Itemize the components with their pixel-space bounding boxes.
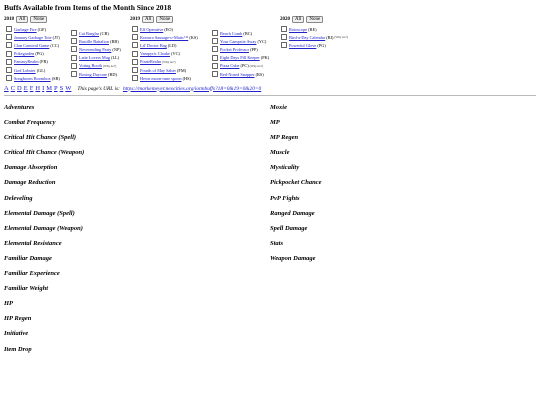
item-code: (VC) [171, 51, 180, 57]
item-link[interactable]: Hewn moon-rune spoon [140, 75, 182, 81]
item-checkbox[interactable] [71, 46, 77, 52]
item-checkbox[interactable] [6, 67, 12, 73]
item-row[interactable] [132, 33, 198, 41]
modifier-heading: Mysticality [270, 164, 300, 172]
item-row[interactable] [71, 62, 121, 70]
item-checkbox[interactable] [132, 34, 138, 40]
modifier-heading: Adventures [4, 104, 35, 111]
item-code: (FM) [177, 67, 187, 73]
item-row[interactable] [6, 74, 60, 82]
item-code: (PG) [317, 42, 326, 48]
item-code: (PG) [35, 51, 44, 57]
item-checkbox[interactable] [212, 46, 218, 52]
items-2018-column-1 [6, 25, 60, 82]
item-row[interactable] [212, 29, 269, 37]
item-code: (CC) [50, 42, 59, 48]
item-row[interactable] [132, 50, 198, 58]
item-row[interactable] [212, 54, 269, 62]
item-row[interactable] [6, 25, 60, 33]
item-row[interactable] [71, 37, 121, 45]
item-code: (GF) [37, 26, 46, 32]
item-link[interactable]: FantasyRealm [14, 59, 39, 65]
modifier-heading: HP [4, 300, 14, 308]
item-link[interactable]: Bastille Battalion [79, 38, 109, 44]
item-row[interactable] [212, 45, 269, 53]
modifiers-left-column [4, 104, 84, 361]
item-checkbox[interactable] [6, 42, 12, 48]
alphabet-link[interactable]: F [29, 85, 34, 92]
divider [4, 95, 536, 96]
item-link[interactable]: Cat Burglar [79, 30, 100, 36]
item-code: (KS) [189, 34, 198, 40]
item-code: (RS) [255, 71, 264, 77]
modifier-heading: Critical Hit Chance (Spell) [4, 134, 77, 142]
item-checkbox[interactable] [212, 38, 218, 44]
item-row[interactable] [6, 58, 60, 66]
alphabet-link[interactable]: D [17, 85, 22, 92]
modifier-heading: Damage Reduction [4, 179, 56, 187]
modifier-heading: Pickpocket Chance [270, 179, 322, 187]
item-link[interactable]: Red-Nosed Snapper [220, 71, 255, 77]
item-code: (YC) [257, 38, 267, 44]
item-checkbox[interactable] [132, 67, 138, 73]
item-checkbox[interactable] [281, 42, 287, 48]
year-header-2020 [280, 16, 323, 23]
item-code: (BI) [326, 34, 334, 40]
why-no-note[interactable]: (Why no?) [102, 63, 117, 68]
item-checkbox[interactable] [132, 59, 138, 65]
item-link[interactable]: Pokegarden [14, 51, 35, 57]
item-checkbox[interactable] [212, 71, 218, 77]
modifier-heading: Deleveling [4, 194, 33, 202]
year-label: 2020 [280, 17, 290, 22]
item-link[interactable]: Garbage Fire [14, 26, 37, 32]
item-link[interactable]: Pocket Professor [220, 46, 249, 52]
modifier-heading: Initiative [4, 330, 29, 338]
modifier-heading: MP Regen [270, 134, 299, 142]
item-code: (FR) [39, 59, 48, 65]
items-2020-column-1 [281, 25, 348, 50]
item-code: (RE) [308, 26, 317, 32]
item-row[interactable] [6, 33, 60, 41]
item-checkbox[interactable] [132, 51, 138, 57]
item-row[interactable] [71, 45, 121, 53]
select-none-2018-button[interactable]: None [30, 16, 47, 23]
year-header-2018 [4, 16, 47, 23]
alphabet-nav [4, 85, 261, 92]
item-row[interactable] [132, 66, 198, 74]
item-checkbox[interactable] [71, 55, 77, 61]
item-code: (PP) [250, 46, 258, 52]
modifier-heading: Elemental Damage (Spell) [4, 209, 75, 217]
why-no-note[interactable]: (Why no?) [334, 35, 348, 40]
alphabet-link[interactable]: C [10, 85, 16, 92]
item-code: (SB) [51, 75, 60, 81]
modifier-heading: Item Drop [4, 345, 32, 353]
item-row[interactable] [132, 74, 198, 82]
item-link[interactable]: Songboom Boombox [14, 75, 51, 81]
item-link[interactable]: Powerful Glove [289, 42, 317, 48]
item-row[interactable] [132, 25, 198, 33]
select-all-2018-button[interactable]: All [16, 16, 28, 23]
item-link[interactable]: Your Campsite Away [220, 38, 257, 44]
item-checkbox[interactable] [281, 26, 287, 32]
item-row[interactable] [132, 58, 198, 66]
item-code: (CB) [100, 30, 109, 36]
item-row[interactable] [281, 25, 348, 33]
item-row[interactable] [71, 29, 121, 37]
item-checkbox[interactable] [132, 75, 138, 81]
item-code: (GL) [36, 67, 46, 73]
item-checkbox[interactable] [71, 30, 77, 36]
alphabet-link[interactable]: I [42, 85, 45, 92]
item-link[interactable]: January Garbage Tote [14, 34, 52, 40]
alphabet-letters [4, 85, 73, 92]
item-row[interactable] [71, 54, 121, 62]
modifier-heading: Combat Frequency [4, 119, 56, 127]
item-link[interactable]: Pizza Cube [220, 63, 240, 69]
select-none-2020-button[interactable]: None [306, 16, 323, 23]
item-row[interactable] [281, 41, 348, 49]
select-all-2019-button[interactable]: All [142, 16, 154, 23]
item-code: (JT) [52, 34, 60, 40]
item-code: (HS) [182, 75, 191, 81]
item-link[interactable]: Rotoscope [289, 26, 308, 32]
item-row[interactable] [6, 66, 60, 74]
item-checkbox[interactable] [212, 55, 218, 61]
modifier-heading: Stats [270, 239, 284, 247]
item-row[interactable] [6, 41, 60, 49]
item-link[interactable]: Elf Operative [140, 26, 164, 32]
modifier-heading: Damage Absorption [4, 164, 58, 172]
alphabet-link[interactable]: M [46, 85, 53, 92]
item-checkbox[interactable] [71, 63, 77, 69]
modifier-heading: Critical Hit Chance (Weapon) [4, 149, 85, 157]
alphabet-link[interactable]: S [59, 85, 64, 92]
modifier-heading: Familiar Experience [4, 270, 60, 278]
item-checkbox[interactable] [71, 71, 77, 77]
item-checkbox[interactable] [212, 30, 218, 36]
item-link[interactable]: Neverending Party [79, 46, 112, 52]
alphabet-link[interactable]: P [54, 85, 58, 92]
item-link[interactable]: Bird-a-Day Calendar [289, 34, 326, 40]
item-row[interactable] [212, 37, 269, 45]
item-code: (LL) [111, 55, 120, 61]
modifier-heading: PvP Fights [270, 194, 300, 202]
modifier-heading: Muscle [270, 149, 290, 157]
item-checkbox[interactable] [212, 63, 218, 69]
item-link[interactable]: God Lobster [14, 67, 36, 73]
modifier-heading: Elemental Damage (Weapon) [4, 224, 83, 232]
item-code: (PC) [240, 63, 249, 69]
modifier-heading: Elemental Resistance [4, 239, 62, 247]
modifier-heading: Familiar Damage [4, 254, 52, 262]
item-code: (LD) [167, 42, 177, 48]
item-checkbox[interactable] [132, 26, 138, 32]
modifier-heading: Familiar Weight [4, 285, 49, 293]
items-2019-column-1 [132, 25, 198, 82]
item-link[interactable]: Boxing Daycare [79, 71, 108, 77]
alphabet-link[interactable]: A [4, 85, 9, 92]
item-row[interactable] [212, 62, 269, 70]
item-link[interactable]: Beach Comb [220, 30, 243, 36]
item-link[interactable]: Voting Booth [79, 63, 102, 69]
item-link[interactable]: Clan Carnival Game [14, 42, 50, 48]
why-no-note[interactable]: (Why no?) [162, 59, 176, 64]
url-prefix: This page's URL is: [77, 85, 120, 92]
item-link[interactable]: Eight Days Pill Keeper [220, 55, 260, 61]
item-link[interactable]: Vampyric Cloake [140, 51, 170, 57]
items-2018-column-2 [71, 29, 121, 78]
item-row[interactable] [281, 33, 348, 41]
item-checkbox[interactable] [6, 26, 12, 32]
alphabet-link[interactable]: E [23, 85, 28, 92]
item-row[interactable] [6, 50, 60, 58]
item-checkbox[interactable] [281, 34, 287, 40]
modifier-heading: Weapon Damage [270, 254, 316, 262]
item-checkbox[interactable] [132, 42, 138, 48]
item-code: (BB) [110, 38, 119, 44]
item-code: (PK) [260, 55, 270, 61]
item-checkbox[interactable] [6, 75, 12, 81]
item-code: (NP) [112, 46, 121, 52]
item-code: (BC) [243, 30, 252, 36]
item-link[interactable]: Latte Lovers Mug [79, 55, 111, 61]
year-label: 2018 [4, 17, 14, 22]
item-checkbox[interactable] [6, 34, 12, 40]
page-url-link[interactable]: https://markemeyer.neocities.org/iotmbuffs?18=0&19=0&20=0 [122, 85, 262, 92]
item-code: (EO) [164, 26, 173, 32]
item-link[interactable]: Kramco Sausage-o-Matic™ [140, 34, 189, 40]
item-link[interactable]: PirateRealm [140, 59, 162, 65]
alphabet-link[interactable]: H [35, 85, 41, 92]
item-row[interactable] [132, 41, 198, 49]
select-none-2019-button[interactable]: None [156, 16, 173, 23]
why-no-note[interactable]: (Why no?) [249, 63, 263, 68]
modifier-heading: Spell Damage [270, 224, 308, 232]
page-title: Buffs Available from Items of the Month Since 2018 [4, 3, 172, 12]
year-label: 2019 [130, 17, 140, 22]
item-row[interactable] [212, 70, 269, 78]
alphabet-link[interactable]: W [65, 85, 72, 92]
modifier-heading: Moxie [270, 104, 287, 111]
items-2019-column-2 [212, 29, 269, 78]
modifiers-right-column [270, 104, 321, 270]
item-checkbox[interactable] [6, 51, 12, 57]
modifier-heading: Ranged Damage [270, 209, 315, 217]
item-checkbox[interactable] [6, 59, 12, 65]
modifier-heading: HP Regen [4, 315, 32, 323]
item-link[interactable]: Fourth of May Saber [140, 67, 176, 73]
item-link[interactable]: Lil' Doctor Bag [140, 42, 167, 48]
item-code: (BD) [108, 71, 117, 77]
item-checkbox[interactable] [71, 38, 77, 44]
item-row[interactable] [71, 70, 121, 78]
year-header-2019 [130, 16, 173, 23]
select-all-2020-button[interactable]: All [292, 16, 304, 23]
modifier-heading: MP [270, 119, 280, 127]
